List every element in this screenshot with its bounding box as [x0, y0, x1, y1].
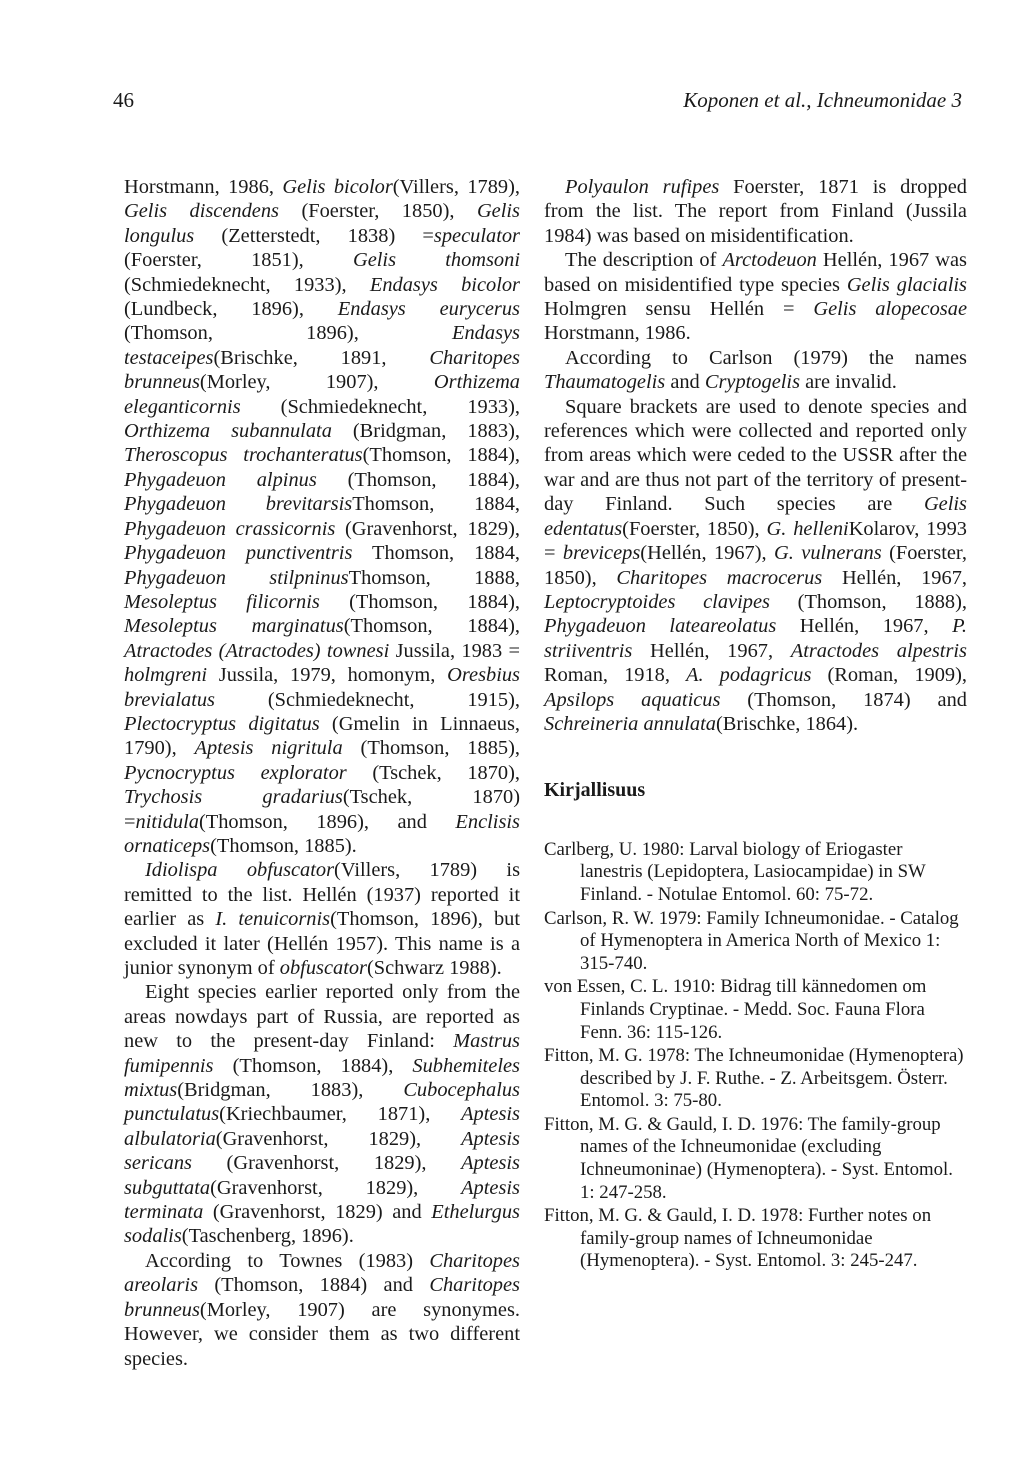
paragraph: The description of Arctodeuon Hellén, 1967 was based on misidentified type species Gelis glacialis Holmgren sensu Hellén = Gelis alopecosae Horstmann, 1986. [544, 249, 967, 345]
paragraph: Eight species earlier reported only from the areas nowdays part of Russia, are reported as new to the present-day Finland: Mastrus fumipennis (Thomson, 1884), Subhemiteles mixtus(Bridgman, 1883), Cubocephalus punctulatus(Kriechbaumer, 1871), Aptesis albulatoria(Gravenhorst, 1829), Aptesis sericans (Gravenhorst, 1829), Aptesis subguttata(Gravenhorst, 1829), Aptesis terminata (Gravenhorst, 1829) and Ethelurgus sodalis(Taschenberg, 1896). [124, 981, 520, 1248]
reference-item: Carlberg, U. 1980: Larval biology of Eriogaster lanestris (Lepidoptera, Lasiocampidae) in SW Finland. - Notulae Entomol. 60: 75-72. [544, 838, 926, 905]
left-column [124, 175, 520, 1371]
running-title: Koponen et al., Ichneumonidae 3 [683, 88, 962, 112]
reference-item: Carlson, R. W. 1979: Family Ichneumonidae. - Catalog of Hymenoptera in America North of Mexico 1: 315-740. [544, 907, 959, 974]
paragraph: According to Townes (1983) Charitopes areolaris (Thomson, 1884) and Charitopes brunneus(Morley, 1907) are synonymes. However, we consider them as two different species. [124, 1249, 520, 1370]
reference-list [544, 839, 967, 1273]
page-number: 46 [113, 88, 134, 112]
paragraph: Polyaulon rufipes Foerster, 1871 is dropped from the list. The report from Finland (Jussila 1984) was based on misidentification. [544, 176, 967, 247]
reference-item: Fitton, M. G. & Gauld, I. D. 1976: The family-group names of the Ichneumonidae (excluding Ichneumoninae) (Hymenoptera). - Syst. Entomol. 1: 247-258. [544, 1113, 953, 1203]
right-column [544, 175, 967, 1274]
paragraph: Horstmann, 1986, Gelis bicolor(Villers, 1789), Gelis discendens (Foerster, 1850), Gelis longulus (Zetterstedt, 1838) =speculator (Foerster, 1851), Gelis thomsoni (Schmiedeknecht, 1933), Endasys bicolor (Lundbeck, 1896), Endasys eurycerus (Thomson, 1896), Endasys testaceipes(Brischke, 1891, Charitopes brunneus(Morley, 1907), Orthizema eleganticornis (Schmiedeknecht, 1933), Orthizema subannulata (Bridgman, 1883), Theroscopus trochanteratus(Thomson, 1884), Phygadeuon alpinus (Thomson, 1884), Phygadeuon brevitarsisThomson, 1884, Phygadeuon crassicornis (Gravenhorst, 1829), Phygadeuon punctiventris Thomson, 1884, Phygadeuon stilpninusThomson, 1888, Mesoleptus filicornis (Thomson, 1884), Mesoleptus marginatus(Thomson, 1884), Atractodes (Atractodes) townesi Jussila, 1983 = holmgreni Jussila, 1979, homonym, Oresbius brevialatus (Schmiedeknecht, 1915), Plectocryptus digitatus (Gmelin in Linnaeus, 1790), Aptesis nigritula (Thomson, 1885), Pycnocryptus explorator (Tschek, 1870), Trychosis gradarius(Tschek, 1870) =nitidula(Thomson, 1896), and Enclisis ornaticeps(Thomson, 1885). [124, 176, 520, 857]
section-heading: Kirjallisuus [544, 779, 646, 802]
reference-item: von Essen, C. L. 1910: Bidrag till kännedomen om Finlands Cryptinae. - Medd. Soc. Fauna Flora Fenn. 36: 115-126. [544, 976, 927, 1043]
reference-item: Fitton, M. G. 1978: The Ichneumonidae (Hymenoptera) described by J. F. Ruthe. - Z. Arbeitsgem. Österr. Entomol. 3: 75-80. [544, 1045, 964, 1112]
paragraph: Idiolispa obfuscator(Villers, 1789) is remitted to the list. Hellén (1937) reported it earlier as I. tenuicornis(Thomson, 1896), but excluded it later (Hellén 1957). This name is a junior synonym of obfuscator(Schwarz 1988). [124, 859, 521, 979]
paragraph: Square brackets are used to denote species and references which were collected and reported only from areas which were ceded to the USSR after the war and are thus not part of the territory of present-day Finland. Such species are Gelis edentatus(Foerster, 1850), G. helleniKolarov, 1993 = breviceps(Hellén, 1967), G. vulnerans (Foerster, 1850), Charitopes macrocerus Hellén, 1967, Leptocryptoides clavipes (Thomson, 1888), Phygadeuon lateareolatus Hellén, 1967, P. striiventris Hellén, 1967, Atractodes alpestris Roman, 1918, A. podagricus (Roman, 1909), Apsilops aquaticus (Thomson, 1874) and Schreineria annulata(Brischke, 1864). [544, 395, 967, 735]
paragraph: According to Carlson (1979) the names Thaumatogelis and Cryptogelis are invalid. [544, 346, 967, 394]
reference-item: Fitton, M. G. & Gauld, I. D. 1978: Further notes on family-group names of Ichneumonidae (Hymenoptera). - Syst. Entomol. 3: 245-247. [544, 1205, 932, 1272]
